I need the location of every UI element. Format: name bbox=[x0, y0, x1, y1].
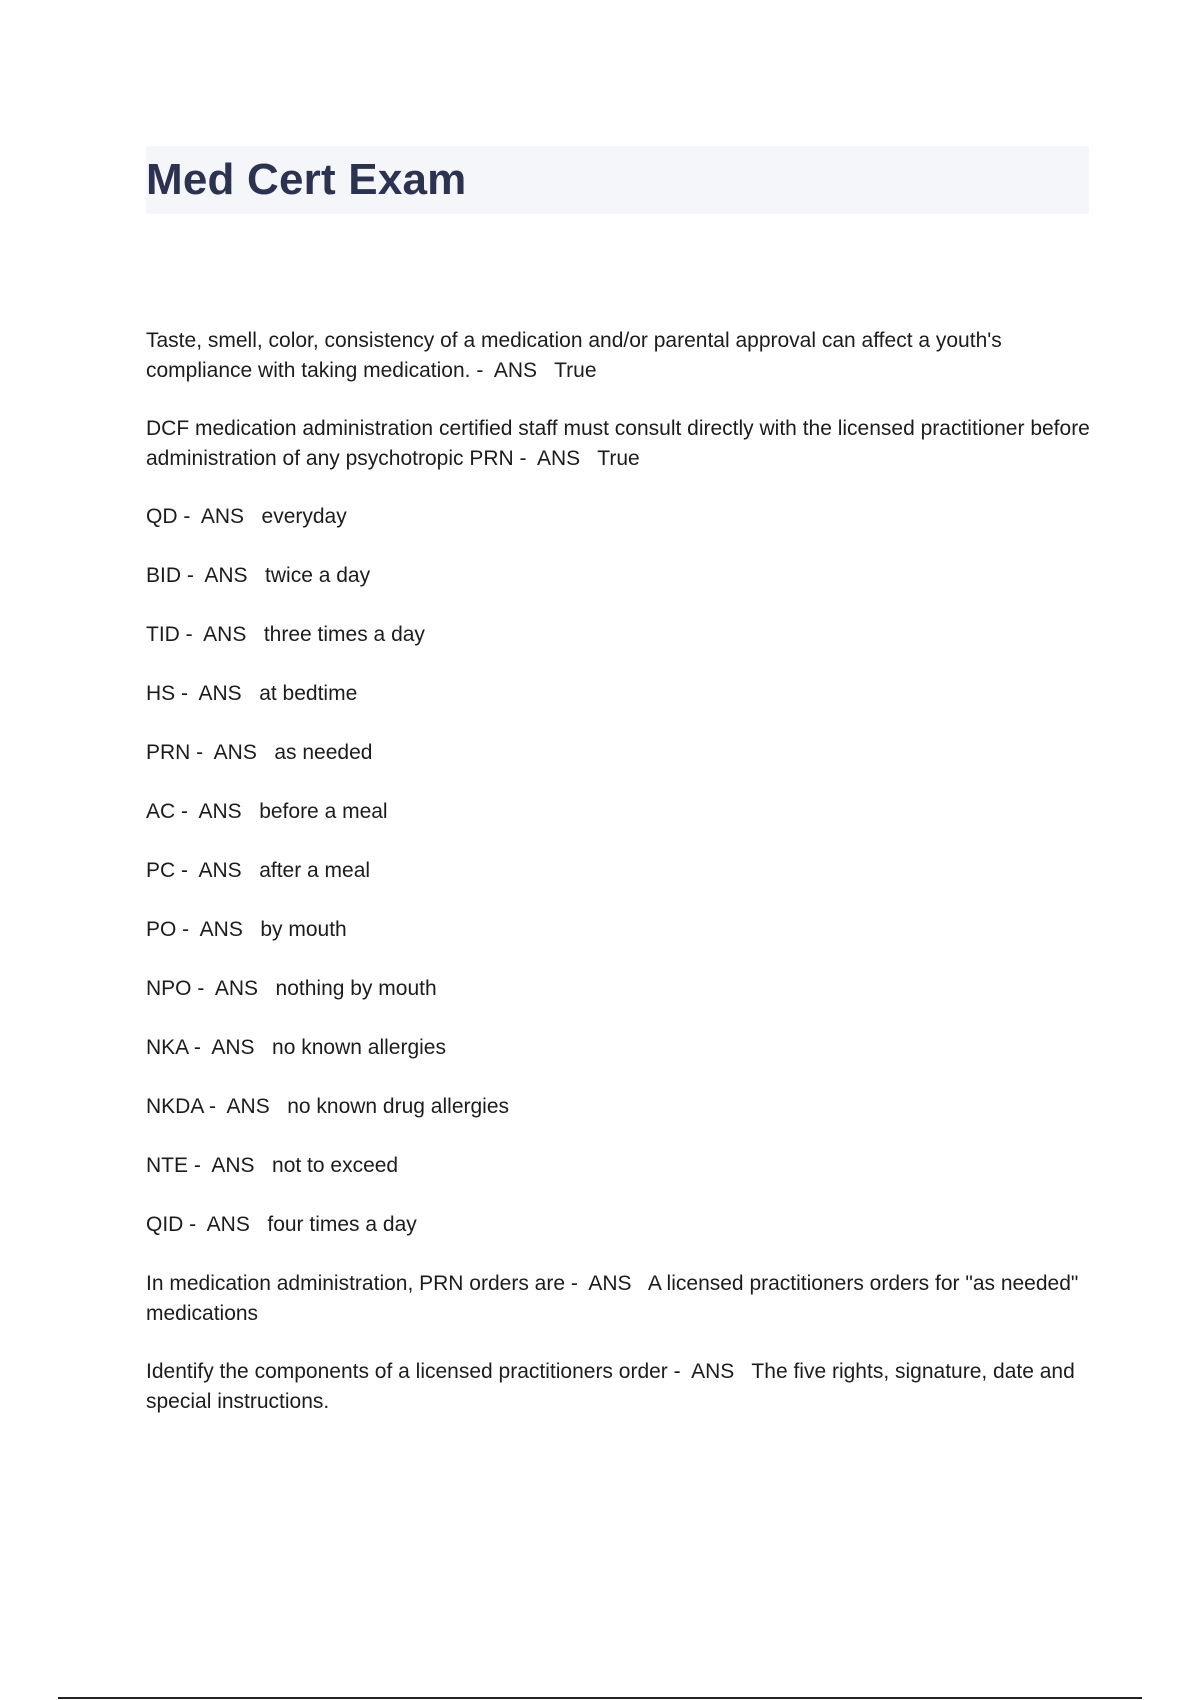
qa-item: NKA - ANS no known allergies bbox=[146, 1036, 446, 1059]
qa-item: PC - ANS after a meal bbox=[146, 859, 371, 882]
qa-item: NKDA - ANS no known drug allergies bbox=[146, 1095, 510, 1118]
qa-item: Identify the components of a licensed practitioners order - ANS The five rights, signature, date and special instructions. bbox=[146, 1360, 1081, 1413]
footer-rule bbox=[58, 1697, 1142, 1699]
qa-item: AC - ANS before a meal bbox=[146, 800, 388, 823]
qa-item: In medication administration, PRN orders are - ANS A licensed practitioners orders for "as needed" medications bbox=[146, 1272, 1085, 1325]
qa-item: PO - ANS by mouth bbox=[146, 918, 347, 941]
qa-item: Taste, smell, color, consistency of a medication and/or parental approval can affect a youth's compliance with taking medication. - ANS True bbox=[146, 329, 1008, 382]
qa-list bbox=[146, 326, 1096, 1445]
qa-item: NPO - ANS nothing by mouth bbox=[146, 977, 437, 1000]
qa-item: NTE - ANS not to exceed bbox=[146, 1154, 399, 1177]
qa-item: HS - ANS at bedtime bbox=[146, 682, 358, 705]
qa-item: PRN - ANS as needed bbox=[146, 741, 373, 764]
qa-item: QD - ANS everyday bbox=[146, 505, 347, 528]
qa-item: DCF medication administration certified staff must consult directly with the licensed practitioner before administration of any psychotropic PRN - ANS True bbox=[146, 417, 1096, 470]
qa-item: TID - ANS three times a day bbox=[146, 623, 425, 646]
qa-item: BID - ANS twice a day bbox=[146, 564, 371, 587]
qa-item: QID - ANS four times a day bbox=[146, 1213, 417, 1236]
document-title: Med Cert Exam bbox=[146, 155, 467, 204]
